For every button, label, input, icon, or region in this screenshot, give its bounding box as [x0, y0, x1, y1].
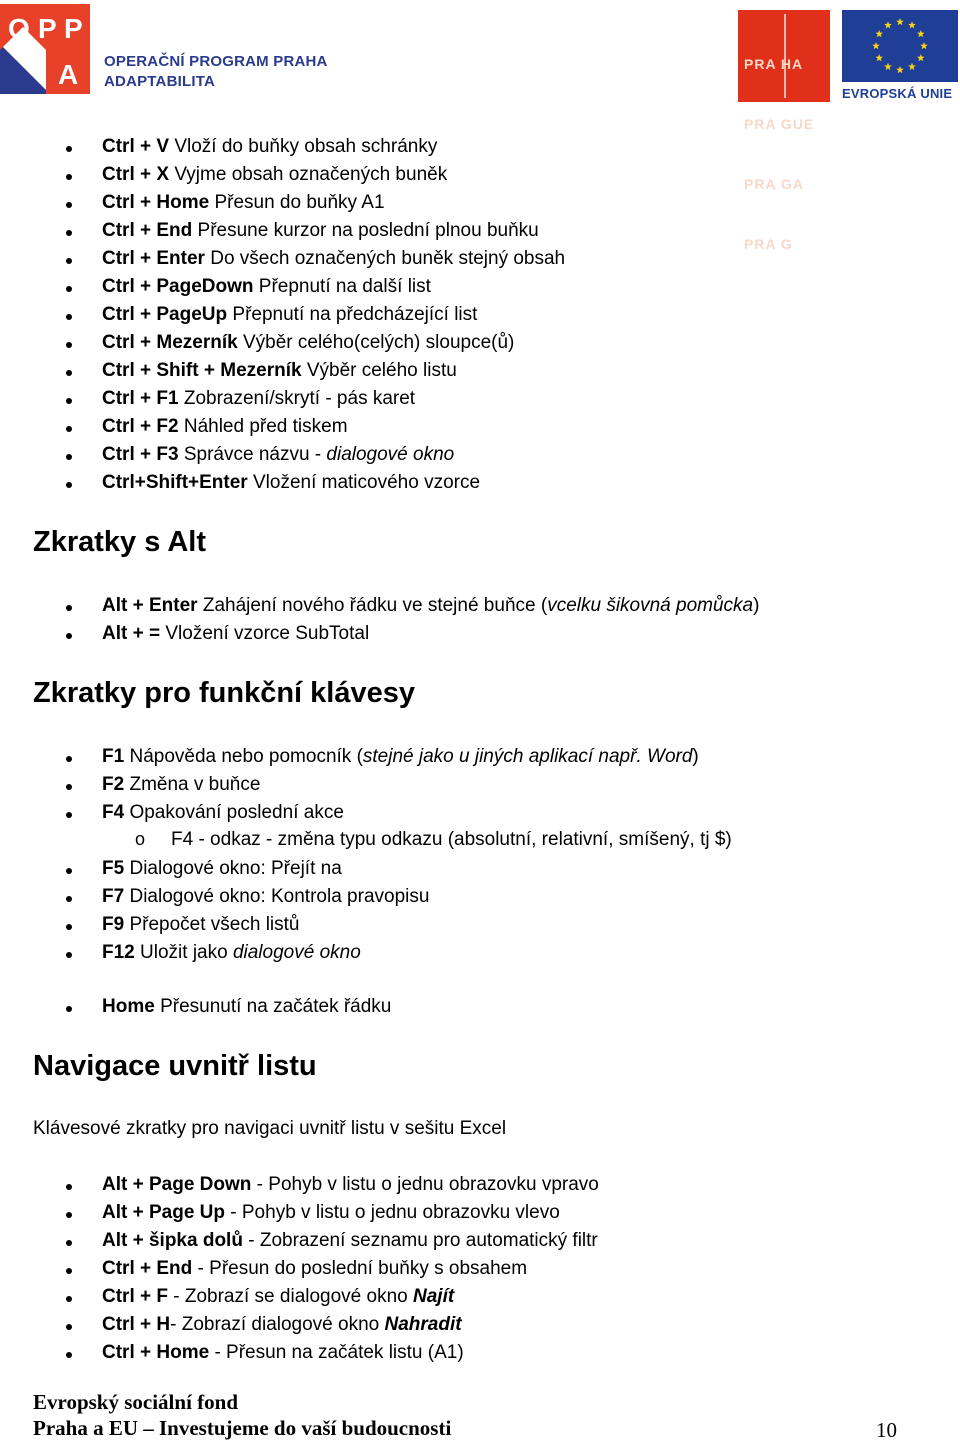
shortcut-description: Přesune kurzor na poslední plnou buňku	[192, 220, 539, 241]
shortcut-key: F1	[102, 746, 125, 767]
shortcut-description: Přepnutí na další list	[253, 276, 431, 297]
shortcut-key: F2	[102, 774, 125, 795]
shortcut-key: Ctrl+Shift+Enter	[102, 472, 248, 493]
shortcut-key: Ctrl + PageDown	[102, 276, 254, 297]
bullet-icon	[66, 756, 72, 762]
list-item-text	[102, 189, 385, 217]
shortcut-key: Ctrl + F3	[102, 444, 179, 465]
bullet-icon	[66, 1006, 72, 1012]
shortcut-key: Ctrl + Enter	[102, 248, 205, 269]
shortcut-description: Přepnutí na předcházející list	[227, 304, 478, 325]
shortcut-description: Do všech označených buněk stejný obsah	[204, 248, 566, 269]
closing-text: )	[753, 595, 760, 616]
shortcut-key: Ctrl + End	[102, 220, 193, 241]
list-item-text	[102, 217, 539, 245]
heading-alt-shortcuts: Zkratky s Alt	[33, 526, 206, 558]
list-item-text	[102, 1311, 462, 1339]
shortcut-key: F9	[102, 914, 125, 935]
list-item-text	[102, 1283, 454, 1311]
navigation-intro: Klávesové zkratky pro navigaci uvnitř listu v sešitu Excel	[33, 1118, 507, 1139]
shortcut-key: Ctrl + X	[102, 164, 170, 185]
shortcut-key: Alt + šipka dolů	[102, 1230, 243, 1251]
shortcut-key: Alt + Page Up	[102, 1202, 225, 1223]
shortcut-key: Ctrl + PageUp	[102, 304, 228, 325]
bold-italic-text: Nahradit	[384, 1314, 462, 1335]
list-item-text	[102, 413, 348, 441]
list-item-text	[102, 939, 361, 967]
closing-text: )	[692, 746, 699, 767]
bullet-icon	[66, 314, 72, 320]
bullet-icon	[66, 370, 72, 376]
bullet-icon	[66, 454, 72, 460]
list-item-text	[102, 771, 260, 799]
shortcut-key: Ctrl + V	[102, 136, 170, 157]
bullet-icon	[66, 426, 72, 432]
list-item-text	[102, 161, 447, 189]
bullet-icon	[66, 952, 72, 958]
list-item-text	[102, 799, 344, 827]
bullet-icon	[66, 174, 72, 180]
praha-logo-text	[744, 14, 814, 294]
bullet-icon	[66, 1268, 72, 1274]
shortcut-description: Vložení vzorce SubTotal	[160, 623, 370, 644]
praha-row: PRA GUE	[744, 116, 815, 132]
shortcut-description: Vyjme obsah označených buněk	[169, 164, 448, 185]
shortcut-description: Zahájení nového řádku ve stejné buňce (	[197, 595, 548, 616]
oppa-program-name	[104, 52, 328, 92]
shortcut-key: Alt + =	[102, 623, 161, 644]
eu-flag-icon	[842, 10, 958, 82]
bullet-icon	[66, 812, 72, 818]
shortcut-description: Opakování poslední akce	[124, 802, 344, 823]
shortcut-key: Home	[102, 996, 155, 1017]
oppa-letter-o: O	[8, 13, 30, 44]
list-item-text	[102, 133, 437, 161]
oppa-line2: ADAPTABILITA	[104, 73, 215, 90]
bullet-icon	[66, 1352, 72, 1358]
bullet-icon	[66, 633, 72, 639]
bullet-icon	[66, 1296, 72, 1302]
shortcut-key: Ctrl + F	[102, 1286, 168, 1307]
shortcut-description: Přepočet všech listů	[124, 914, 300, 935]
list-item-text	[102, 592, 759, 620]
heading-navigation: Navigace uvnitř listu	[33, 1050, 317, 1082]
list-item-text	[102, 357, 457, 385]
footer-line1: Evropský sociální fond	[33, 1390, 239, 1414]
bullet-icon	[66, 482, 72, 488]
f4-sub-item: F4 - odkaz - změna typu odkazu (absolutní, relativní, smíšený, tj $)	[171, 829, 732, 850]
sub-list-marker: o	[135, 829, 146, 849]
shortcut-description: Přesun do buňky A1	[209, 192, 385, 213]
shortcut-description: Přesunutí na začátek řádku	[154, 996, 392, 1017]
bullet-icon	[66, 1240, 72, 1246]
bullet-icon	[66, 286, 72, 292]
list-item-text	[102, 1339, 464, 1367]
footer-line2: Praha a EU – Investujeme do vaší budoucnosti	[33, 1416, 452, 1440]
list-item-text	[102, 855, 342, 883]
bullet-icon	[66, 605, 72, 611]
shortcut-description: - Zobrazí se dialogové okno	[167, 1286, 414, 1307]
shortcut-description: - Zobrazí dialogové okno	[170, 1314, 385, 1335]
italic-text: stejné jako u jiných aplikací např. Word	[362, 746, 693, 767]
shortcut-description: Vložení maticového vzorce	[247, 472, 481, 493]
list-item-text	[102, 441, 454, 469]
praha-logo	[738, 10, 830, 252]
list-item-text	[102, 329, 514, 357]
bullet-icon	[66, 1212, 72, 1218]
shortcut-description: Náhled před tiskem	[178, 416, 348, 437]
bullet-icon	[66, 896, 72, 902]
bold-italic-text: Najít	[413, 1286, 455, 1307]
list-item-text	[102, 385, 415, 413]
list-item-text	[102, 743, 699, 771]
shortcut-description: Dialogové okno: Přejít na	[124, 858, 342, 879]
shortcut-description: - Pohyb v listu o jednu obrazovku vpravo	[251, 1174, 599, 1195]
oppa-letter-p2: P	[64, 13, 83, 44]
italic-text: dialogové okno	[326, 444, 455, 465]
shortcut-description: Dialogové okno: Kontrola pravopisu	[124, 886, 430, 907]
shortcut-description: - Zobrazení seznamu pro automatický filtr	[242, 1230, 598, 1251]
shortcut-description: Zobrazení/skrytí - pás karet	[178, 388, 416, 409]
list-item-text	[102, 1227, 598, 1255]
praha-row: PRA G	[744, 236, 793, 252]
shortcut-key: Ctrl + Mezerník	[102, 332, 238, 353]
shortcut-key: F5	[102, 858, 125, 879]
shortcut-description: Výběr celého listu	[301, 360, 457, 381]
list-item-text	[102, 620, 369, 648]
oppa-line1: OPERAČNÍ PROGRAM PRAHA	[104, 53, 328, 70]
bullet-icon	[66, 146, 72, 152]
shortcut-description: Nápověda nebo pomocník (	[124, 746, 363, 767]
shortcut-description: Změna v buňce	[124, 774, 261, 795]
shortcut-key: F4	[102, 802, 125, 823]
shortcut-key: Ctrl + Home	[102, 1342, 210, 1363]
shortcut-key: Ctrl + F2	[102, 416, 179, 437]
shortcut-description: Výběr celého(celých) sloupce(ů)	[237, 332, 515, 353]
list-item-text	[102, 469, 480, 497]
shortcut-key: Alt + Enter	[102, 595, 198, 616]
shortcut-description: Správce názvu -	[178, 444, 327, 465]
bullet-icon	[66, 258, 72, 264]
bullet-icon	[66, 398, 72, 404]
bullet-icon	[66, 924, 72, 930]
list-item-text	[102, 1171, 599, 1199]
list-item-text	[102, 301, 477, 329]
bullet-icon	[66, 202, 72, 208]
bullet-icon	[66, 784, 72, 790]
shortcut-key: F12	[102, 942, 135, 963]
eu-label: EVROPSKÁ UNIE	[842, 86, 953, 101]
list-item-text	[102, 883, 429, 911]
oppa-letter-p1: P	[38, 13, 57, 44]
shortcut-key: Ctrl + Home	[102, 192, 210, 213]
praha-row: PRA GA	[744, 176, 804, 192]
shortcut-key: Ctrl + End	[102, 1258, 193, 1279]
bullet-icon	[66, 1324, 72, 1330]
shortcut-key: Alt + Page Down	[102, 1174, 252, 1195]
oppa-logo-mark	[0, 4, 90, 94]
heading-function-keys: Zkratky pro funkční klávesy	[33, 677, 415, 709]
bullet-icon	[66, 342, 72, 348]
shortcut-key: F7	[102, 886, 125, 907]
list-item-text	[102, 1255, 527, 1283]
list-item-text	[102, 911, 300, 939]
shortcut-key: Ctrl + Shift + Mezerník	[102, 360, 302, 381]
shortcut-description: - Přesun do poslední buňky s obsahem	[192, 1258, 528, 1279]
list-item-text	[102, 245, 565, 273]
shortcut-key: Ctrl + F1	[102, 388, 179, 409]
bullet-icon	[66, 1184, 72, 1190]
shortcut-key: Ctrl + H	[102, 1314, 171, 1335]
shortcut-description: - Přesun na začátek listu (A1)	[209, 1342, 464, 1363]
page-number: 10	[876, 1418, 897, 1442]
list-item-text	[102, 1199, 560, 1227]
eu-logo	[842, 10, 958, 104]
oppa-logo	[0, 4, 330, 96]
list-item-text	[102, 993, 391, 1021]
italic-text: vcelku šikovná pomůcka	[547, 595, 754, 616]
shortcut-description: Uložit jako	[134, 942, 233, 963]
oppa-letter-a: A	[58, 59, 79, 90]
shortcut-description: - Pohyb v listu o jednu obrazovku vlevo	[225, 1202, 560, 1223]
bullet-icon	[66, 230, 72, 236]
bullet-icon	[66, 868, 72, 874]
shortcut-description: Vloží do buňky obsah schránky	[169, 136, 438, 157]
praha-row: PRA HA	[744, 56, 804, 72]
italic-text: dialogové okno	[232, 942, 361, 963]
list-item-text	[102, 273, 431, 301]
